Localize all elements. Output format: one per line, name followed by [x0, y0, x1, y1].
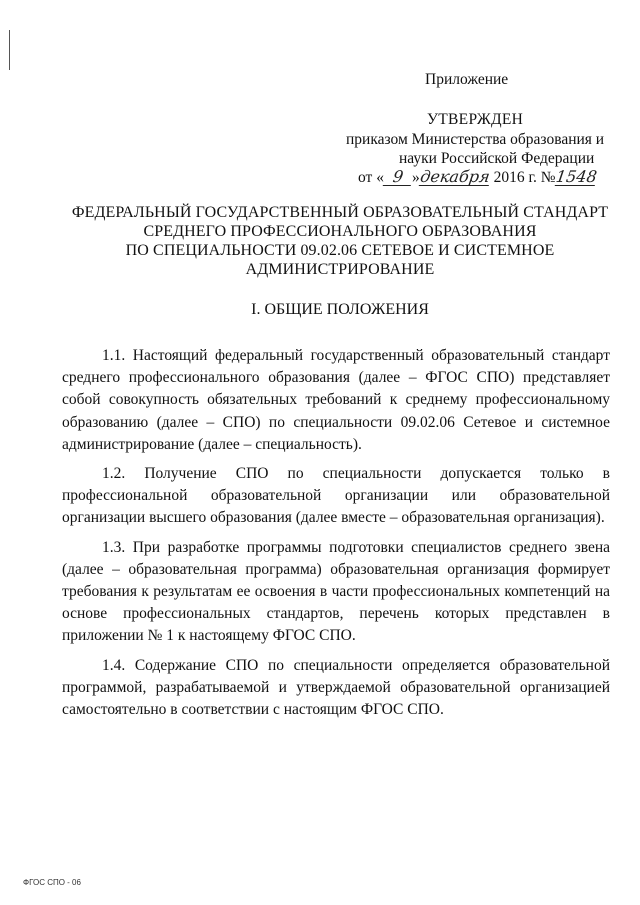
handwritten-month: декабря	[418, 167, 491, 186]
standard-title	[60, 203, 620, 279]
order-line-1: приказом Министерства образования и	[346, 131, 605, 148]
page-edge-mark	[9, 30, 10, 70]
standard-title-line: ПО СПЕЦИАЛЬНОСТИ 09.02.06 СЕТЕВОЕ И СИСТЕМНОЕ	[125, 242, 555, 259]
paragraph-1-3: 1.3. При разработке программы подготовки специалистов среднего звена (далее – образовательная программа) образовательная организация формирует требования к результатам ее освоения в части профессиональных компетенций на основе профессиональных стандартов, перечень которых представлен в приложении № 1 к настоящему ФГОС СПО.	[62, 538, 610, 645]
document-body	[62, 345, 610, 728]
paragraph-1-4: 1.4. Содержание СПО по специальности определяется образовательной программой, разрабатываемой и утверждаемой образовательной организацией самостоятельно в соответствии с настоящим ФГОС СПО.	[62, 656, 610, 719]
page-footer: ФГОС СПО - 06	[23, 878, 81, 887]
date-year: 2016 г. №	[493, 169, 556, 186]
approved-label: УТВЕРЖДЕН	[427, 111, 524, 128]
paragraph-1-1: 1.1. Настоящий федеральный государственный образовательный стандарт среднего профессионального образования (далее – ФГОС СПО) представляет собой совокупность обязательных требований к среднему профессиональному образованию (далее – СПО) по специальности 09.02.06 Сетевое и системное администрирование (далее – специальность).	[62, 347, 610, 453]
paragraph-1-2: 1.2. Получение СПО по специальности допускается только в профессиональной образовательной организации или образовательной организации высшего образования (далее вместе – образовательная организация).	[62, 465, 610, 527]
section-heading: I. ОБЩИЕ ПОЛОЖЕНИЯ	[251, 301, 429, 318]
order-date-line	[358, 168, 596, 188]
standard-title-line: ФЕДЕРАЛЬНЫЙ ГОСУДАРСТВЕННЫЙ ОБРАЗОВАТЕЛЬНЫЙ СТАНДАРТ	[71, 204, 609, 221]
handwritten-order-number: 1548	[554, 167, 598, 186]
order-line-2: науки Российской Федерации	[399, 150, 595, 167]
standard-title-line: СРЕДНЕГО ПРОФЕССИОНАЛЬНОГО ОБРАЗОВАНИЯ	[143, 223, 537, 240]
handwritten-day: 9	[383, 168, 414, 186]
standard-title-line: АДМИНИСТРИРОВАНИЕ	[245, 261, 435, 278]
annex-label: Приложение	[425, 71, 509, 88]
date-prefix: от «	[358, 169, 384, 186]
date-mid: »	[411, 169, 420, 186]
